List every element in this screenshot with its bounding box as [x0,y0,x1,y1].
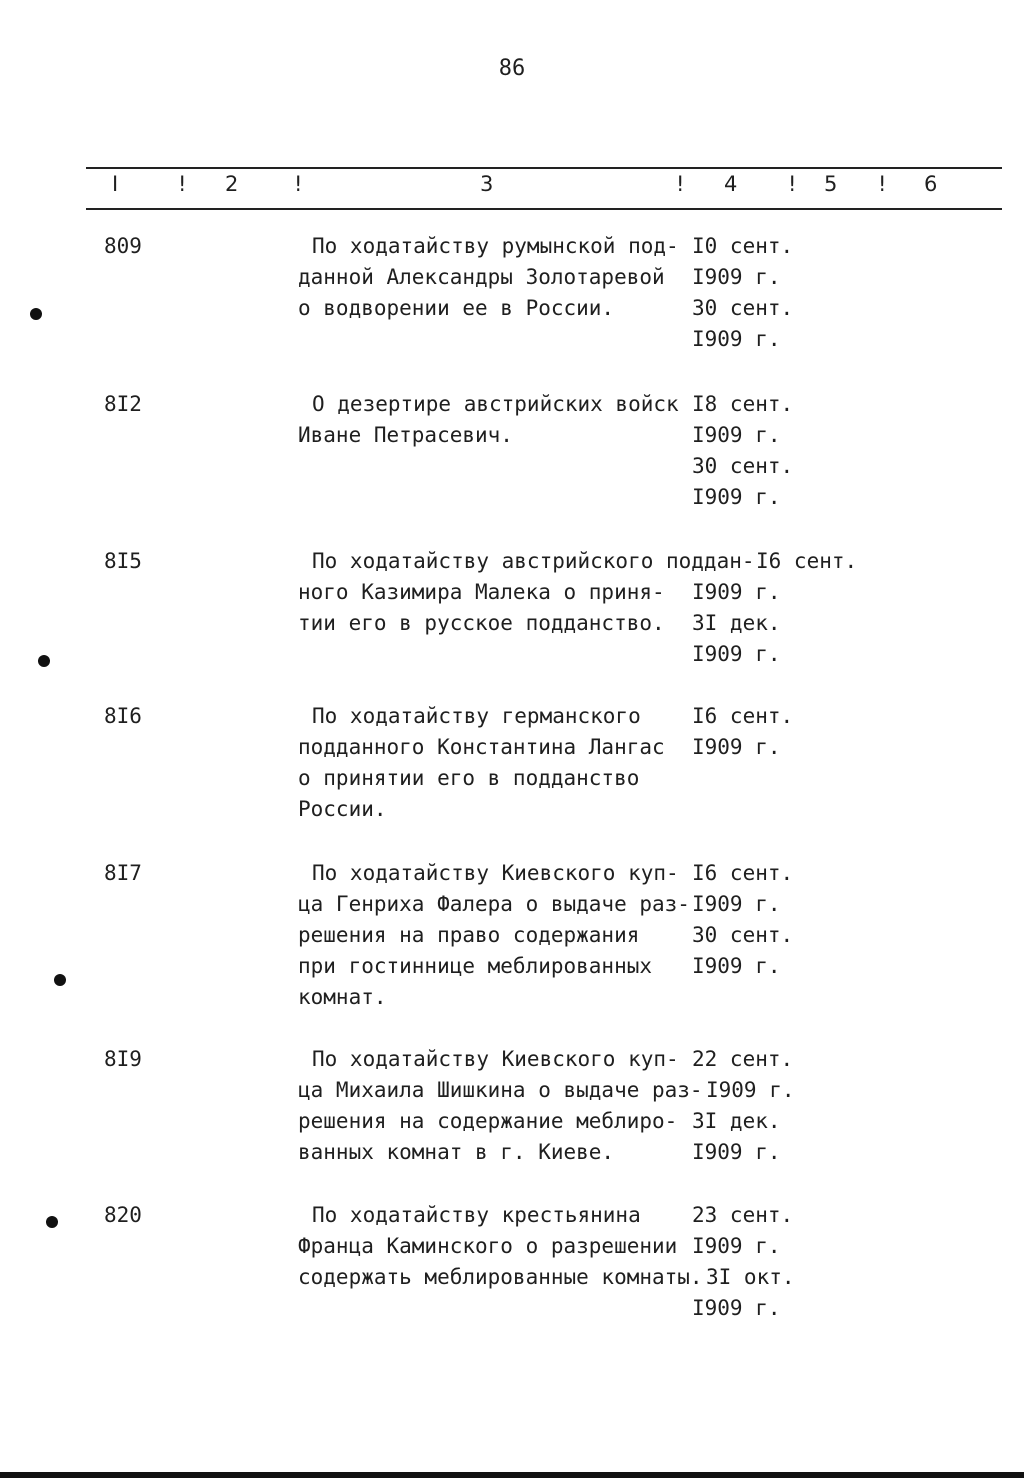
entry-title-line: содержать меблированные комнаты. [298,1265,703,1289]
column-5-header: 5 [824,172,838,196]
column-separator: ! [178,172,187,196]
entry-title-line: О дезертире австрийских войск [312,392,679,416]
entry-number: 8I9 [104,1047,142,1071]
entry-date-line: I909 г. [692,580,781,604]
entry-date-line: 3I окт. [706,1265,795,1289]
entry-date-line: 3I дек. [692,1109,781,1133]
entry-date-line: I909 г. [692,735,781,759]
entry-date-line: I909 г. [692,1234,781,1258]
column-separator: ! [294,172,303,196]
entry-date-line: I909 г. [692,892,781,916]
entry-title-line: По ходатайству австрийского поддан- [312,549,755,573]
column-separator: ! [676,172,685,196]
entry-date-line: I909 г. [692,642,781,666]
entry-date-line: 30 сент. [692,296,794,320]
column-separator: ! [788,172,797,196]
entry-date-line: I6 сент. [756,549,858,573]
column-6-header: 6 [924,172,938,196]
entry-title-line: тии его в русское подданство. [298,611,665,635]
entry-title-line: По ходатайству крестьянина [312,1203,641,1227]
table-header [0,172,1024,202]
scan-bottom-edge [0,1472,1024,1478]
entry-title-line: о водворении ее в России. [298,296,615,320]
entry-title-line: комнат. [298,985,387,1009]
entry-title-line: По ходатайству Киевского куп- [312,1047,679,1071]
entry-number: 820 [104,1203,142,1227]
entry-title-line: По ходатайству Киевского куп- [312,861,679,885]
entry-title-line: при гостиннице меблированных [298,954,653,978]
entry-title-line: По ходатайству германского [312,704,641,728]
entry-date-line: I909 г. [692,485,781,509]
entry-title-line: решения на право содержания [298,923,640,947]
entry-date-line: 23 сент. [692,1203,794,1227]
entry-title-line: ца Михаила Шишкина о выдаче раз- [298,1078,703,1102]
column-3-header: 3 [480,172,494,196]
binding-hole-mark [30,308,42,320]
entry-date-line: 22 сент. [692,1047,794,1071]
page-number: 86 [498,56,526,81]
entry-date-line: 3I дек. [692,611,781,635]
entry-title-line: ца Генриха Фалера о выдаче раз- [298,892,690,916]
entry-date-line: I909 г. [706,1078,795,1102]
header-top-rule [86,167,1002,169]
entry-title-line: Франца Каминского о разрешении [298,1234,678,1258]
binding-hole-mark [54,974,66,986]
entry-date-line: I909 г. [692,954,781,978]
column-2-header: 2 [225,172,239,196]
entry-date-line: I909 г. [692,265,781,289]
entry-date-line: I909 г. [692,1296,781,1320]
entry-title-line: данной Александры Золотаревой [298,265,665,289]
column-separator: ! [878,172,887,196]
entry-date-line: I909 г. [692,1140,781,1164]
entry-title-line: о принятии его в подданство [298,766,640,790]
entry-number: 8I6 [104,704,142,728]
binding-hole-mark [46,1216,58,1228]
column-4-header: 4 [724,172,738,196]
entry-date-line: I909 г. [692,327,781,351]
entry-number: 8I5 [104,549,142,573]
entry-date-line: I6 сент. [692,704,794,728]
entry-number: 8I7 [104,861,142,885]
header-bottom-rule [86,208,1002,210]
entry-number: 8I2 [104,392,142,416]
entry-title-line: подданного Константина Лангас [298,735,665,759]
entry-title-line: России. [298,797,387,821]
column-1-header: I [112,172,119,196]
entry-title-line: Иване Петрасевич. [298,423,513,447]
entry-title-line: ванных комнат в г. Киеве. [298,1140,615,1164]
entry-title-line: По ходатайству румынской под- [312,234,679,258]
entry-date-line: I909 г. [692,423,781,447]
entry-number: 809 [104,234,142,258]
entry-date-line: I8 сент. [692,392,794,416]
entry-title-line: решения на содержание меблиро- [298,1109,678,1133]
entry-date-line: 30 сент. [692,923,794,947]
binding-hole-mark [38,655,50,667]
entry-date-line: 30 сент. [692,454,794,478]
entry-date-line: I0 сент. [692,234,794,258]
entry-date-line: I6 сент. [692,861,794,885]
entry-title-line: ного Казимира Малека о приня- [298,580,665,604]
